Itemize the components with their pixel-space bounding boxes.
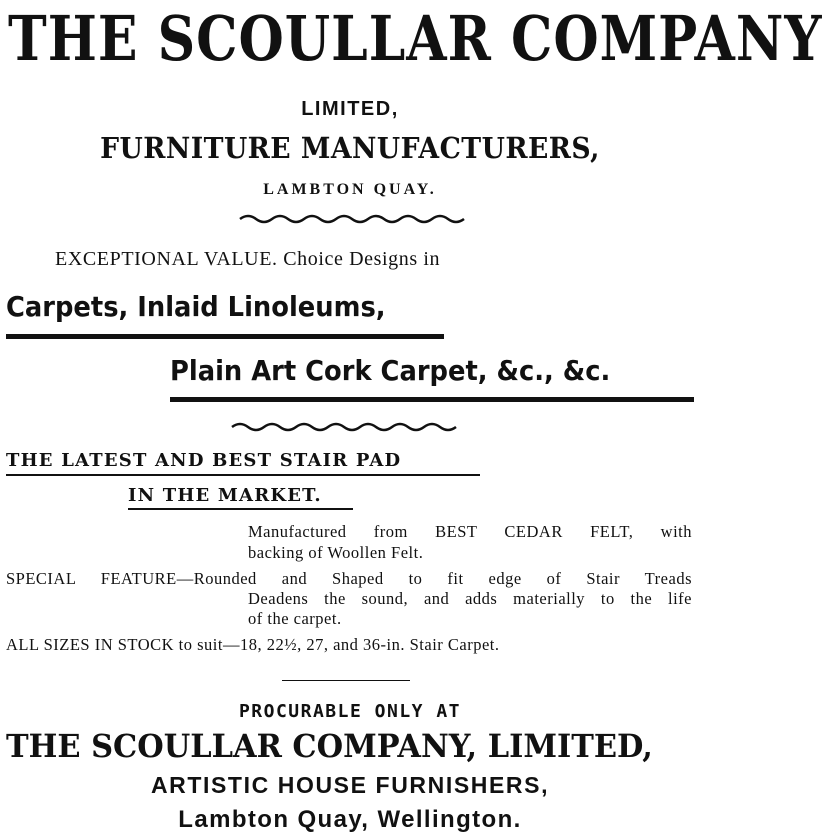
cork-carpet-headline: Plain Art Cork Carpet, &c., &c.	[170, 354, 611, 387]
headline-underline	[170, 397, 694, 402]
stair-pad-subheading: IN THE MARKET.	[128, 485, 322, 506]
material-line: Manufactured from BEST CEDAR FELT, with	[248, 522, 692, 541]
feature-line: SPECIAL FEATURE—Rounded and Shaped to fit edge of Stair Treads	[6, 569, 692, 588]
company-address: Lambton Quay, Wellington.	[178, 806, 522, 833]
procurable-heading: PROCURABLE ONLY AT	[238, 701, 462, 722]
stair-pad-heading: THE LATEST AND BEST STAIR PAD	[6, 450, 402, 471]
heading-underline	[6, 474, 480, 476]
heading-underline	[128, 508, 353, 510]
section-divider	[282, 680, 410, 681]
value-line: EXCEPTIONAL VALUE. Choice Designs in	[55, 248, 441, 270]
wave-divider-ornament-top	[0, 212, 700, 226]
masthead-title: THE SCOULLAR COMPANY	[8, 3, 823, 76]
feature-line: Deadens the sound, and adds materially to the life	[248, 589, 692, 608]
carpets-headline: Carpets, Inlaid Linoleums,	[6, 290, 386, 323]
wave-divider-ornament-middle	[0, 420, 700, 434]
company-tagline: ARTISTIC HOUSE FURNISHERS,	[150, 772, 550, 798]
company-limited: LIMITED,	[301, 98, 399, 120]
trade-heading: FURNITURE MANUFACTURERS,	[100, 131, 600, 165]
sizes-line: ALL SIZES IN STOCK to suit—18, 22½, 27, and 36-in. Stair Carpet.	[6, 635, 500, 654]
company-name: THE SCOULLAR COMPANY, LIMITED,	[6, 727, 653, 765]
feature-line: of the carpet.	[248, 609, 342, 628]
headline-underline	[6, 334, 444, 339]
material-line: backing of Woollen Felt.	[248, 543, 424, 562]
street-line: LAMBTON QUAY.	[263, 181, 437, 198]
